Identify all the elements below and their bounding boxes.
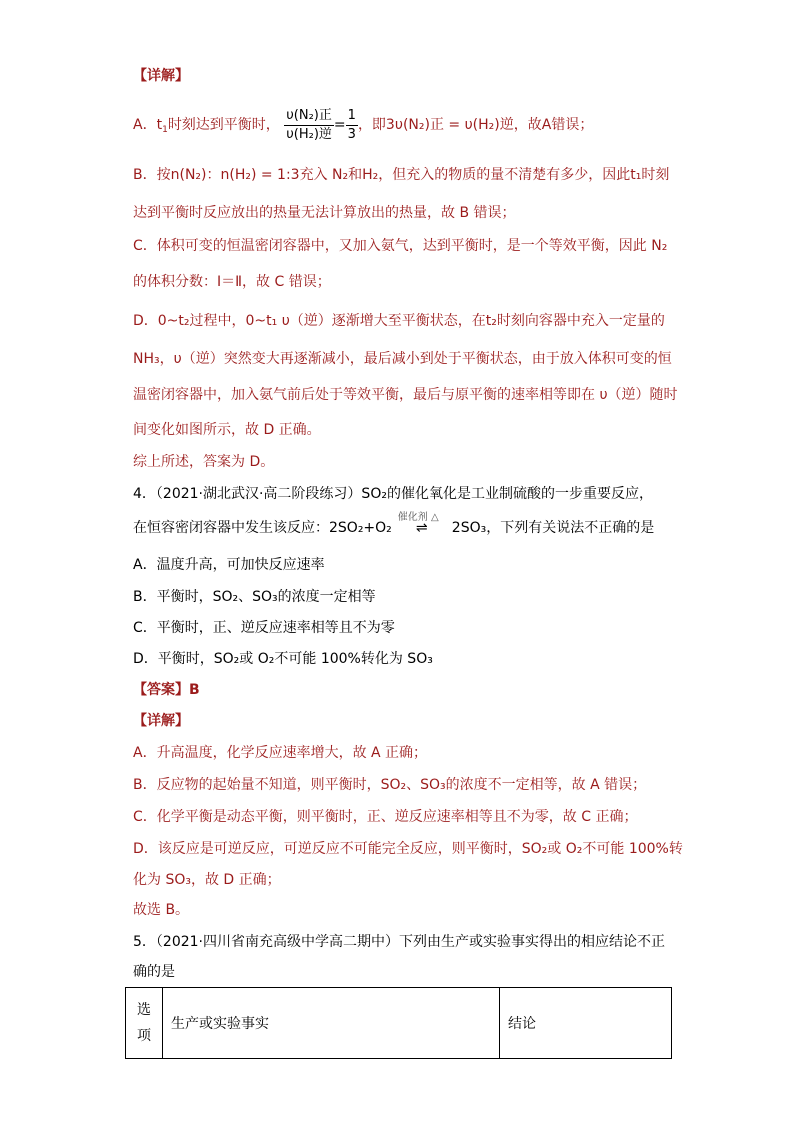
q4-option-d: D．平衡时，SO₂或 O₂不可能 100%转化为 SO₃ [133,651,433,667]
q4-equilibrium-arrow-icon: ⇌ [415,520,428,536]
q4-detail-d-line2: 化为 SO₃，故 D 正确； [133,872,281,888]
q3-c-line2: 的体积分数：Ⅰ＝Ⅱ，故 C 错误； [133,274,331,290]
q5-table-header-fact: 生产或实验事实 [163,988,500,1059]
q3-a-rate-fraction [284,107,334,144]
q3-summary: 综上所述，答案为 D。 [133,454,275,470]
q4-stem-reactants: 在恒容密闭容器中发生该反应：2SO₂+O₂ [133,520,392,536]
q3-a-t-sub: 1 [162,125,168,135]
q3-a-t: t [156,117,163,133]
q4-stem-line2 [133,512,655,538]
q4-option-b: B．平衡时，SO₂、SO₃的浓度一定相等 [133,589,376,605]
q3-a-time-text: 时刻达到平衡时， [167,117,280,133]
q3-a-fraction-denominator: υ(H₂)逆 [286,126,332,142]
q4-stem-line1: 4．（2021·湖北武汉·高二阶段练习）SO₂的催化氧化是工业制硫酸的一步重要反应， [133,486,653,502]
q3-c-line1: C．体积可变的恒温密闭容器中，又加入氨气，达到平衡时，是一个等效平衡，因此 N₂ [133,238,668,254]
q3-a-fraction-numerator: υ(N₂)正 [284,107,334,126]
q4-catalyst-condition: 催化剂 △ [397,512,439,523]
q4-answer: 【答案】B [133,682,200,698]
q3-a-three: 3 [347,126,356,142]
q3-d-line1: D．0~t₂过程中，0~t₁ υ（逆）逐渐增大至平衡状态，在t₂时刻向容器中充入一定量的 [133,313,665,329]
q4-detail-a: A．升高温度，化学反应速率增大，故 A 正确； [133,745,428,761]
q5-stem-line2: 确的是 [133,964,175,980]
q4-conclusion: 故选 B。 [133,902,190,918]
q3-a-equals: = [333,117,346,133]
q4-detail-heading: 【详解】 [133,713,189,729]
q4-option-c: C．平衡时，正、逆反应速率相等且不为零 [133,620,395,636]
q3-detail-heading: 【详解】 [133,68,189,84]
q3-option-a-detail [133,105,593,145]
q3-a-one: 1 [346,107,358,126]
q4-option-a: A．温度升高，可加快反应速率 [133,557,325,573]
q3-a-one-third [346,107,358,144]
q3-a-prefix: A． [133,117,157,133]
q4-detail-d-line1: D．该反应是可逆反应，可逆反应不可能完全反应，则平衡时，SO₂或 O₂不可能 100%转 [133,841,683,857]
q5-header-option-char1: 选 [137,1002,151,1018]
q3-d-line3: 温密闭容器中，加入氨气前后处于等效平衡，最后与原平衡的速率相等即在 υ（逆）随时 [133,387,678,403]
q3-a-tail: ，即3υ(N₂)正 = υ(H₂)逆，故A错误； [357,117,594,133]
q4-detail-c: C．化学平衡是动态平衡，则平衡时，正、逆反应速率相等且不为零，故 C 正确； [133,809,638,825]
q5-stem-line1: 5．（2021·四川省南充高级中学高二期中）下列由生产或实验事实得出的相应结论不正 [133,934,665,950]
q4-reaction-arrow [392,512,452,538]
q4-stem-products: 2SO₃，下列有关说法不正确的是 [451,520,655,536]
q3-d-line4: 间变化如图所示，故 D 正确。 [133,422,321,438]
q5-options-table [125,987,672,1059]
q3-b-line2: 达到平衡时反应放出的热量无法计算放出的热量，故 B 错误； [133,205,516,221]
q5-header-option-char2: 项 [137,1028,151,1044]
q4-detail-b: B．反应物的起始量不知道，则平衡时，SO₂、SO₃的浓度不一定相等，故 A 错误； [133,777,647,793]
q3-d-line2: NH₃，υ（逆）突然变大再逐渐减小，最后减小到处于平衡状态，由于放入体积可变的恒 [133,351,672,367]
q3-b-line1: B．按n(N₂)：n(H₂) = 1:3充入 N₂和H₂，但充入的物质的量不清楚有多少，因此t₁时刻 [133,167,670,183]
q5-table-header-conclusion: 结论 [500,988,672,1059]
q5-table-header-option [126,988,163,1059]
table-row [126,988,672,1059]
